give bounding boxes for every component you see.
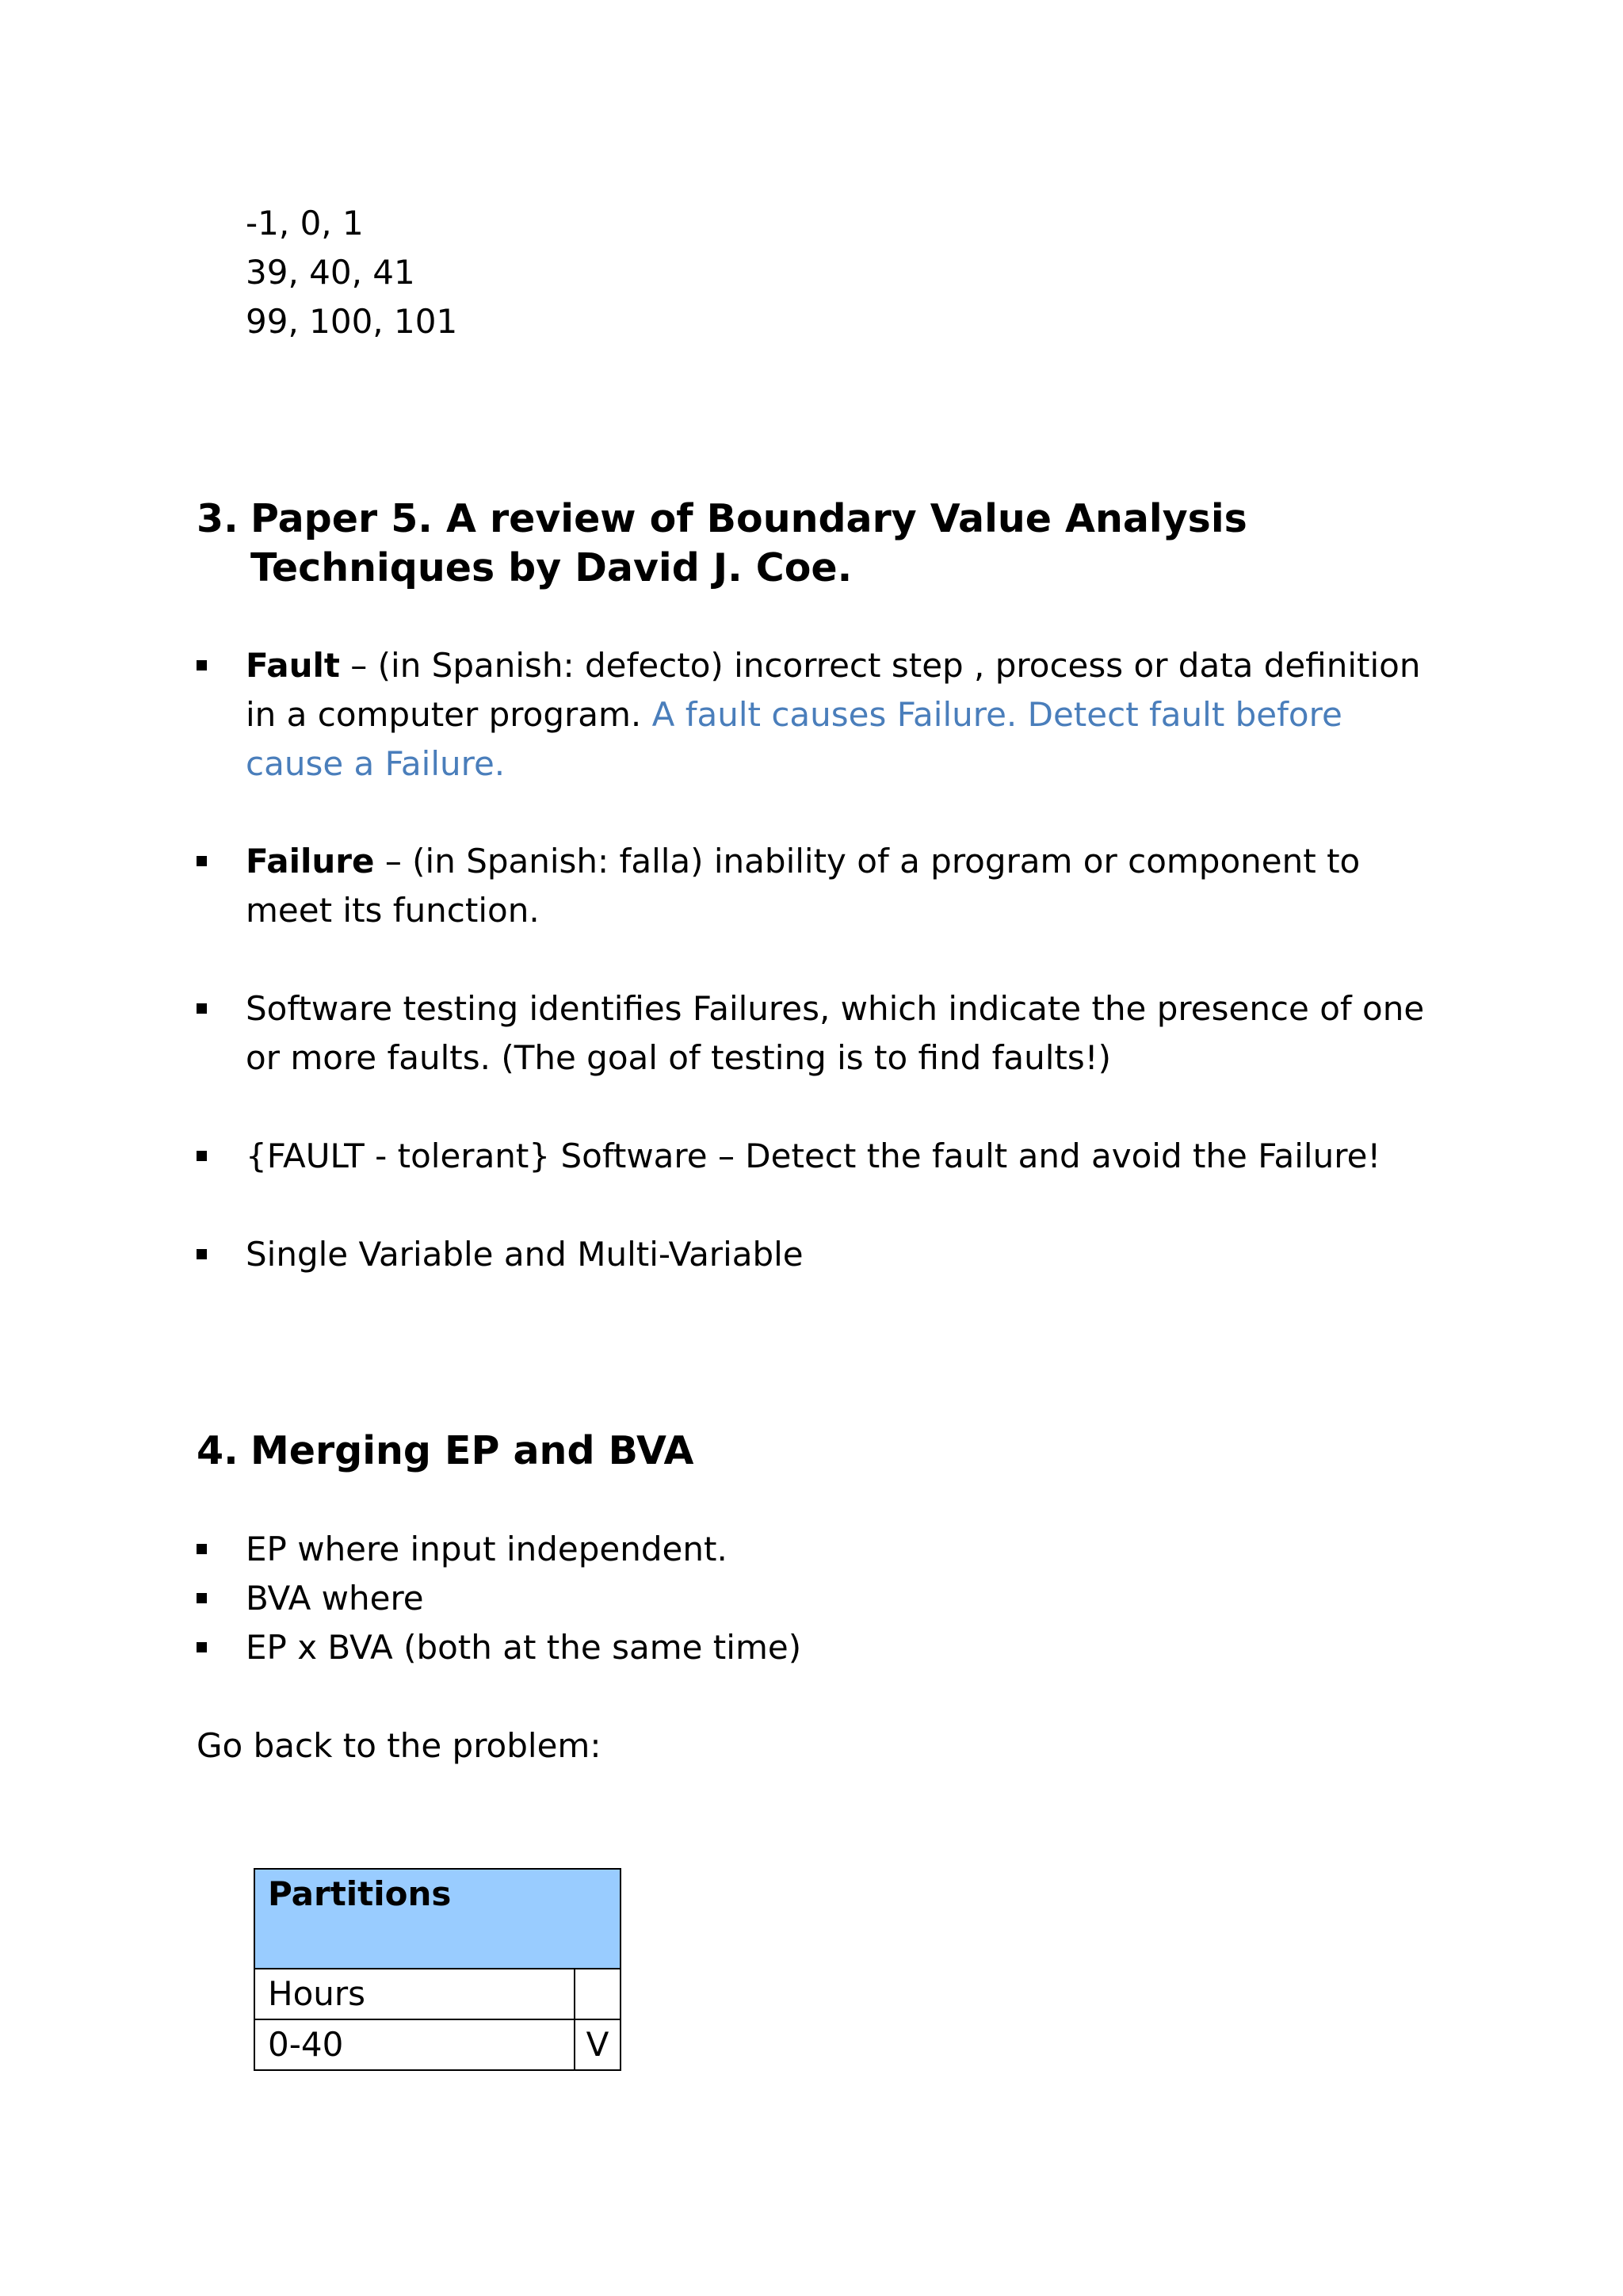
software-testing-line1: Software testing identifies Failures, which indicate the presence of one [246, 989, 1425, 1028]
boundary-values-list [246, 199, 800, 346]
section-4-title: Merging EP and BVA [250, 1428, 694, 1473]
table-cell-label: 0-40 [254, 2019, 575, 2070]
fault-term: Fault [246, 646, 340, 685]
table-row [254, 1969, 621, 2019]
section-3-number: 3. [197, 496, 239, 541]
square-bullet-icon [197, 1249, 207, 1259]
square-bullet-icon [197, 1151, 207, 1161]
boundary-values-line: -1, 0, 1 [246, 204, 364, 243]
boundary-values-line: 39, 40, 41 [246, 253, 415, 292]
section-4-heading [197, 1427, 693, 1476]
section-3-title-line1: Paper 5. A review of Boundary Value Analysis [250, 496, 1247, 541]
fault-definition-line1: – (in Spanish: defecto) incorrect step , process or data definition [339, 646, 1421, 685]
section-3-heading [197, 495, 1247, 593]
table-header-row [254, 1869, 621, 1969]
failure-definition-line1: – (in Spanish: falla) inability of a program or component to [374, 842, 1361, 881]
fault-note-line1: A fault causes Failure. Detect fault before [651, 695, 1342, 734]
square-bullet-icon [197, 1544, 207, 1554]
table-row [254, 2019, 621, 2070]
failure-term: Failure [246, 842, 375, 881]
table-cell-label: Hours [254, 1969, 575, 2019]
go-back-text: Go back to the problem: [197, 1726, 601, 1765]
variables-line: Single Variable and Multi-Variable [246, 1235, 804, 1274]
square-bullet-icon [197, 856, 207, 866]
table-cell-mark: V [575, 2019, 621, 2070]
square-bullet-icon [197, 660, 207, 670]
failure-definition-line2: meet its function. [246, 891, 540, 930]
fault-definition-line2: in a computer program. [246, 695, 652, 734]
section-3-title-line2: Techniques by David J. Coe. [250, 545, 853, 590]
software-testing-line2: or more faults. (The goal of testing is to find faults!) [246, 1038, 1111, 1077]
partitions-table [254, 1868, 621, 2071]
boundary-values-line: 99, 100, 101 [246, 302, 458, 341]
section-4-number: 4. [197, 1428, 239, 1473]
ep-line: EP where input independent. [246, 1530, 727, 1568]
square-bullet-icon [197, 1642, 207, 1652]
fault-note-line2: cause a Failure. [246, 744, 506, 783]
square-bullet-icon [197, 1003, 207, 1014]
square-bullet-icon [197, 1593, 207, 1603]
bva-line: BVA where [246, 1579, 424, 1618]
table-cell-mark [575, 1969, 621, 2019]
fault-tolerant-line: {FAULT - tolerant} Software – Detect the fault and avoid the Failure! [246, 1137, 1381, 1175]
table-header-cell: Partitions [254, 1869, 621, 1969]
ep-x-bva-line: EP x BVA (both at the same time) [246, 1628, 802, 1667]
